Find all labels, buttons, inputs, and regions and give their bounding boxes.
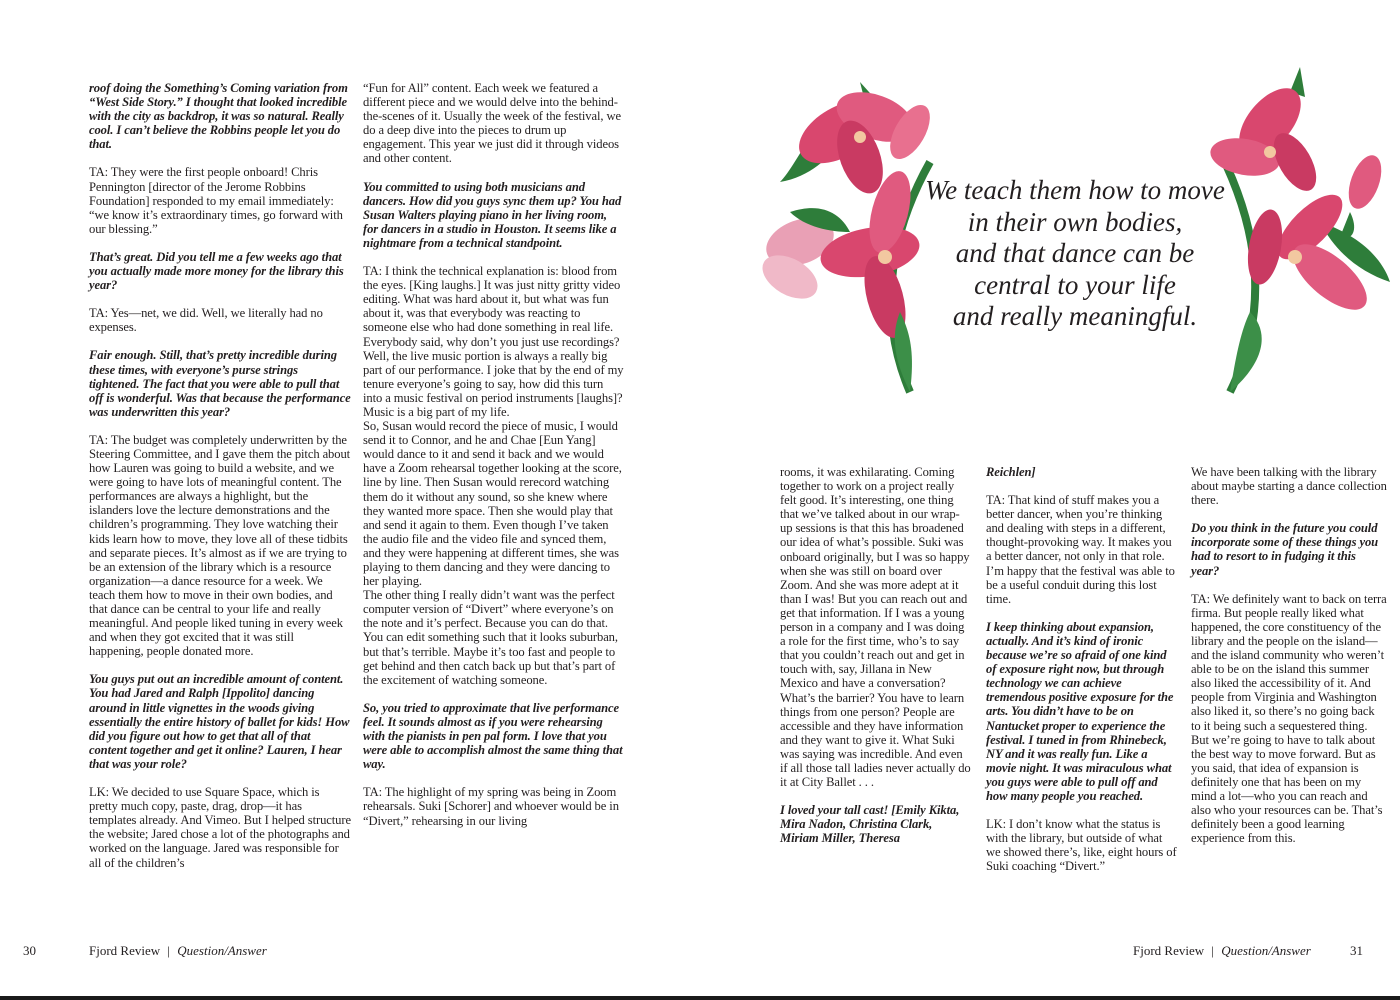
pull-quote-line: in their own bodies, (967, 206, 1183, 237)
interview-answer: LK: We decided to use Square Space, which is pretty much copy, paste, drag, drop—it has templates already. And Vimeo. But I helped structure the website; Jared chose a lot of the photographs and worked on the language. Jared was responsible for all of the children’s (89, 785, 351, 870)
interview-answer: TA: They were the first people onboard! Chris Pennington [director of the Jerome Robbins Foundation] responded to my email immediately: “we know it’s extraordinary times, go forward with our blessing.” (89, 165, 343, 236)
interview-question: That’s great. Did you tell me a few weeks ago that you actually made more money for the library this year? (89, 249, 344, 293)
running-head-left (89, 943, 267, 959)
right-page-column-3 (1191, 465, 1387, 859)
running-head-right (1133, 943, 1311, 959)
interview-answer: rooms, it was exhilarating. Coming together to work on a project really felt good. It’s interesting, one thing that we’ve talked about in our wrap-up sessions is that this has broadened our idea of what’s possible. Suki was onboard originally, but I was so happy when she was still on board over Zoom. And she was more adept at it than I was! But you can reach out and get that information. If I was a young person in a company and I was doing a role for the first time, who’s to say that you couldn’t reach out and get in touch with, say, Jillana in New Mexico and have a conversation? What’s the barrier? You have to learn things from one person? People are accessible and they have information and they want to give it. What Suki was saying was incredible. And even if all those tall ladies never actually do it at City Ballet . . . (780, 465, 971, 790)
pull-quote-line: We teach them how to move (925, 175, 1225, 205)
interview-question: Fair enough. Still, that’s pretty incredible during these times, with everyone’s purse strings tightened. The fact that you were able to pull that off is wonderful. Was that because the performance was underwritten this year? (89, 348, 351, 419)
section-name: Question/Answer (177, 943, 267, 958)
section-name: Question/Answer (1221, 943, 1311, 958)
interview-question: You committed to using both musicians and dancers. How did you guys sync them up? You had Susan Walters playing piano in her living room, for dancers in a studio in Houston. It seems like a nightmare from a technical standpoint. (363, 179, 622, 250)
interview-answer: TA: That kind of stuff makes you a better dancer, when you’re thinking and dealing with steps in a different, thought-provoking way. It makes you a better dancer, not only in that role. I’m happy that the festival was able to be a useful conduit during this lost time. (986, 493, 1175, 606)
interview-question: I loved your tall cast! [Emily Kikta, Mira Nadon, Christina Clark, Miriam Miller, Theresa (780, 803, 960, 846)
interview-answer: TA: We definitely want to back on terra firma. But people really liked what happened, the core constituency of the library and the people on the island—and the island community who weren’t able to be on the island this summer also liked the accessibility of it. And people from Virginia and Washington also liked it, so there’s no going back to it being such a sequestered thing. But we’re going to have to talk about the best way to move forward. But as you said, that idea of expansion is definitely one that has been on my mind a lot—who you can reach and also who your resources can be. That’s definitely been a good learning experience from this. (1191, 591, 1387, 846)
interview-answer: “Fun for All” content. Each week we featured a different piece and we would delve into the behind-the-scenes of it. Usually the week of the festival, we do a deep dive into the pieces to drum up engagement. This year we just did it through videos and other content. (363, 81, 621, 166)
left-page-column-1 (89, 81, 351, 884)
pull-quote-line: central to your life (974, 269, 1176, 300)
page-number-right: 31 (1350, 943, 1363, 958)
interview-answer: TA: Yes—net, we did. Well, we literally had no expenses. (89, 306, 323, 335)
interview-answer: TA: I think the technical explanation is: blood from the eyes. [King laughs.] It was just nitty gritty video editing. What was hard about it, but what was fun about it, was that everybody was reacting to someone else who had done something in real life. Everybody said, why don’t you just use recordings? Well, the live music portion is always a really big part of our performance. I joke that by the end of my tenure everyone’s going to say, how did this turn into a music festival on period instruments [laughs]? Music is a big part of my life. (363, 264, 624, 419)
bottom-border (0, 996, 1400, 1000)
pull-quote-line: and really meaningful. (952, 301, 1198, 331)
interview-answer: TA: The highlight of my spring was being in Zoom rehearsals. Suki [Schorer] and whoever would be in “Divert,” rehearsing in our living (363, 785, 619, 828)
interview-question: roof doing the Something’s Coming variation from “West Side Story.” I thought that looked incredible with the city as backdrop, it was so natural. Really cool. I can’t believe the Robbins people let you do that. (89, 81, 348, 152)
interview-answer: So, Susan would record the piece of music, I would send it to Connor, and he and Chae [Eun Yang] would dance to it and send it back and we would have a Zoom rehearsal together looking at the score, line by line. Then Susan would rerecord watching them do it without any sound, so she knew where they wanted more space. Then she would play that and send it again to them. Even though I’ve taken the audio file and the video file and synced them, and they were happening at different times, she was playing to them dancing and they were dancing to her playing. (363, 419, 622, 589)
pull-quote (905, 175, 1245, 333)
interview-answer: TA: The budget was completely underwritten by the Steering Committee, and I gave them the pitch about how Lauren was going to build a website, and we were going to have lots of meaningful content. The performances are always a highlight, but the islanders love the lecture demonstrations and the children’s programming. They love watching their kids learn how to move, they love all of these tidbits and separate pieces. It’s almost as if we are trying to be an extension of the library which is a resource organization—a dance resource for a week. We teach them how to move in their own bodies, and that dance can be central to your life and really meaningful. And people liked tuning in every week and when they got excited that it was still happening, people donated more. (89, 432, 351, 659)
right-page-column-2 (986, 465, 1178, 887)
interview-question: You guys put out an incredible amount of content. You had Jared and Ralph [Ippolito] dancing around in little vignettes in the woods giving essentially the entire history of ballet for kids! How did you figure out how to get that all of that content together and get it online? Lauren, I hear that was your role? (89, 672, 350, 771)
pull-quote-line: and that dance can be (955, 238, 1195, 268)
interview-question: I keep thinking about expansion, actually. And it’s kind of ironic because we’re so afraid of one kind of exposure right now, but through technology we can achieve tremendous positive exposure for the arts. You didn’t have to be on Nantucket proper to experience the festival. I tuned in from Rhinebeck, NY and it was really fun. Like a movie night. It was miraculous what you guys were able to pull off and how many people you reached. (986, 619, 1174, 803)
interview-answer: The other thing I really didn’t want was the perfect computer version of “Divert” where everyone’s on the note and it’s perfect. Because you can do that. You can edit something such that it looks suburban, but that’s terrible. Maybe it’s too fast and people to get behind and then catch back up but that’s part of the excitement of watching someone. (363, 588, 618, 687)
interview-question: So, you tried to approximate that live performance feel. It sounds almost as if you were rehearsing with the pianists in pen pal form. I love that you were able to accomplish almost the same thing that way. (363, 700, 623, 772)
publication-name: Fjord Review (89, 943, 161, 958)
left-page-column-2 (363, 81, 625, 842)
interview-question: Reichlen] (986, 465, 1036, 479)
interview-question: Do you think in the future you could incorporate some of these things you had to resort to in fudging it this year? (1191, 521, 1379, 578)
separator: | (1211, 943, 1214, 958)
right-page-column-1 (780, 465, 972, 859)
interview-answer: LK: I don’t know what the status is with the library, but outside of what we showed there’s, like, eight hours of Suki coaching “Divert.” (986, 817, 1177, 874)
interview-answer: We have been talking with the library about maybe starting a dance collection there. (1191, 465, 1387, 508)
separator: | (167, 943, 170, 958)
page-number-left: 30 (23, 943, 36, 958)
publication-name: Fjord Review (1133, 943, 1205, 958)
